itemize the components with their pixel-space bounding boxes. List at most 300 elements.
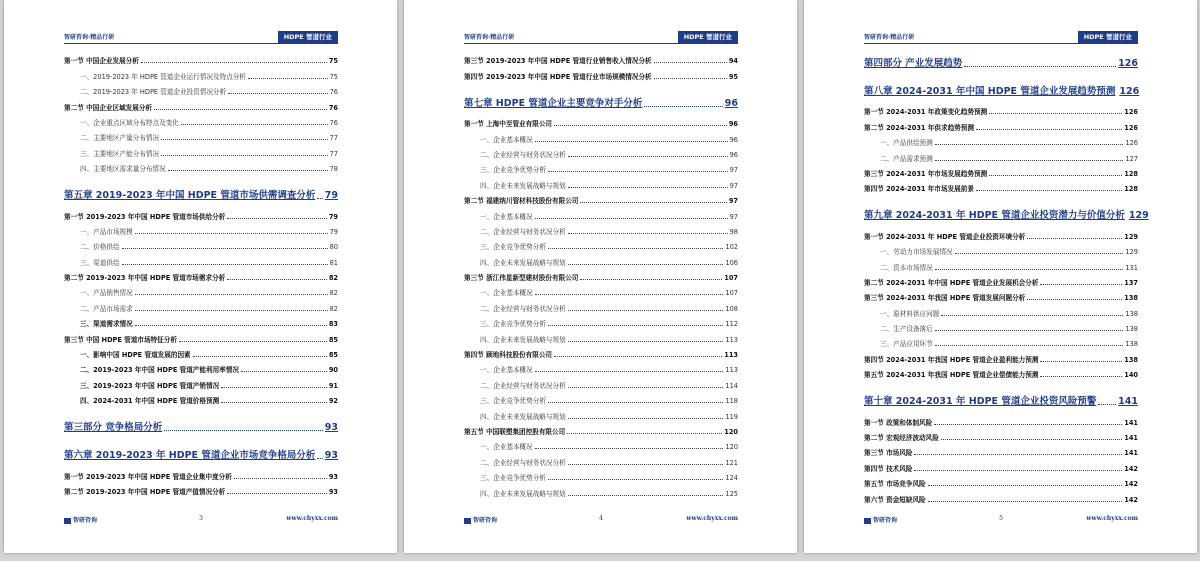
toc-chapter-entry[interactable] (64, 182, 338, 201)
page-header (64, 29, 338, 44)
toc-dot-leader (548, 171, 728, 172)
toc-dot-leader (976, 190, 1122, 191)
toc-dot-leader (568, 418, 724, 419)
toc-entry-title: 四、2024-2031 年中国 HDPE 管道价格预测 (80, 397, 220, 406)
toc-dot-leader (227, 218, 327, 219)
toc-subsection-entry[interactable] (64, 282, 338, 297)
toc-entry-page-number: 93 (328, 472, 338, 481)
toc-dot-leader (580, 279, 722, 280)
toc-dot-leader (568, 233, 728, 234)
toc-entry-title: 一、企业基本概况 (480, 443, 533, 452)
toc-dot-leader (164, 430, 322, 431)
toc-dot-leader (535, 141, 728, 142)
toc-dot-leader (135, 325, 327, 326)
toc-entry-page-number: 126 (1125, 139, 1138, 148)
toc-dot-leader (941, 439, 1122, 440)
toc-entry-page-number: 79 (324, 190, 338, 202)
toc-section-entry[interactable] (864, 457, 1138, 472)
toc-entry-page-number: 94 (728, 57, 738, 66)
toc-section-entry[interactable] (464, 344, 738, 359)
table-of-contents (64, 50, 338, 496)
toc-entry-title: 二、企业经营与财务状况分析 (480, 458, 566, 467)
logo-mark-icon (464, 518, 471, 524)
toc-subsection-entry[interactable] (464, 328, 738, 343)
toc-entry-page-number: 107 (724, 274, 738, 283)
toc-entry-page-number: 113 (725, 335, 738, 344)
toc-dot-leader (179, 341, 327, 342)
toc-entry-page-number: 75 (328, 57, 338, 66)
toc-entry-page-number: 80 (329, 243, 338, 252)
toc-dot-leader (135, 310, 328, 311)
toc-dot-leader (227, 279, 327, 280)
toc-chapter-entry[interactable] (864, 388, 1138, 407)
toc-subsection-entry[interactable] (464, 297, 738, 312)
toc-entry-page-number: 138 (1124, 355, 1138, 364)
toc-entry-page-number: 96 (729, 150, 738, 159)
toc-dot-leader (935, 345, 1124, 346)
toc-section-entry[interactable] (864, 116, 1138, 131)
toc-entry-page-number: 121 (725, 458, 738, 467)
toc-entry-page-number: 97 (729, 181, 738, 190)
toc-entry-page-number: 141 (1124, 449, 1138, 458)
toc-dot-leader (914, 454, 1122, 455)
footer-logo-text: 智研咨询 (73, 517, 98, 524)
toc-subsection-entry[interactable] (464, 128, 738, 143)
toc-entry-title: 二、2019-2023 年中国 HDPE 管道产能利用率情况 (80, 366, 239, 375)
toc-chapter-entry[interactable] (864, 202, 1149, 222)
toc-dot-leader (161, 155, 327, 156)
toc-subsection-entry[interactable] (64, 65, 338, 80)
toc-subsection-entry[interactable] (464, 359, 738, 374)
toc-dot-leader (654, 78, 727, 79)
toc-entry-page-number: 96 (724, 97, 738, 109)
toc-dot-leader (989, 175, 1122, 176)
toc-entry-title: 第二节 2024-2031 年中国 HDPE 管道企业发展机会分析 (864, 278, 1039, 287)
toc-chapter-entry[interactable] (64, 414, 338, 433)
toc-entry-page-number: 78 (329, 165, 338, 174)
toc-entry-page-number: 92 (328, 397, 338, 406)
toc-dot-leader (535, 371, 724, 372)
toc-dot-leader (964, 66, 1116, 67)
toc-entry-title: 第二节 2024-2031 年供求趋势预测 (864, 123, 974, 132)
footer-logo (464, 515, 497, 524)
header-brand: 智研咨询·精品行研 (64, 34, 115, 41)
header-industry-tag: HDPE 管道行业 (678, 31, 738, 43)
toc-entry-title: 第四节 顾地科技股份有限公司 (464, 351, 553, 360)
toc-section-entry[interactable] (64, 267, 338, 282)
toc-dot-leader (580, 202, 726, 203)
toc-entry-title: 第六节 资金短缺风险 (864, 495, 926, 504)
toc-entry-page-number: 141 (1118, 396, 1138, 408)
toc-entry-page-number: 141 (1124, 418, 1138, 427)
toc-entry-title: 第一节 2024-2031 年政策变化趋势预测 (864, 108, 988, 117)
toc-entry-title: 第三节 2024-2031 年市场发展趋势预测 (864, 169, 988, 178)
toc-subsection-entry[interactable] (64, 127, 338, 142)
toc-dot-leader (654, 62, 727, 63)
toc-entry-page-number: 85 (328, 351, 338, 360)
toc-entry-title: 第二节 中国企业区域发展分析 (64, 103, 153, 112)
toc-entry-title: 四、企业未来发展战略与规划 (480, 489, 566, 498)
toc-subsection-entry[interactable] (64, 344, 338, 359)
toc-section-entry[interactable] (864, 101, 1138, 116)
toc-subsection-entry[interactable] (464, 251, 738, 266)
header-industry-tag: HDPE 管道行业 (278, 31, 338, 43)
toc-section-entry[interactable] (64, 50, 338, 65)
toc-entry-page-number: 126 (1118, 58, 1138, 69)
footer-url[interactable]: www.chyxx.com (1086, 515, 1138, 522)
document-page-3 (4, 0, 397, 553)
toc-entry-title: 三、企业竞争优势分析 (480, 474, 546, 483)
toc-entry-title: 第三节 浙江伟星新型建材股份有限公司 (464, 274, 579, 283)
toc-subsection-entry[interactable] (64, 297, 338, 312)
toc-entry-page-number: 90 (328, 366, 338, 375)
toc-section-entry[interactable] (64, 205, 338, 220)
toc-entry-title: 三、主要地区产能分布情况 (80, 149, 160, 158)
toc-entry-title: 二、企业经营与财务状况分析 (480, 150, 566, 159)
document-page-4 (404, 0, 797, 553)
toc-dot-leader (317, 198, 322, 199)
toc-subsection-entry[interactable] (464, 436, 738, 451)
toc-subsection-entry[interactable] (64, 359, 338, 374)
toc-entry-title: 四、企业未来发展战略与规划 (480, 258, 566, 267)
toc-section-entry[interactable] (64, 481, 338, 496)
toc-dot-leader (135, 233, 328, 234)
toc-chapter-entry[interactable] (64, 442, 338, 461)
toc-section-entry[interactable] (464, 190, 738, 205)
toc-dot-leader (554, 125, 727, 126)
toc-entry-title: 三、渠道需求情况 (80, 320, 133, 329)
toc-entry-page-number: 76 (329, 88, 338, 97)
toc-entry-title: 第三节 2019-2023 年中国 HDPE 管道行业销售收入情况分析 (464, 57, 652, 66)
toc-section-entry[interactable] (864, 163, 1138, 178)
toc-section-entry[interactable] (464, 113, 738, 128)
toc-dot-leader (568, 341, 724, 342)
toc-entry-title: 二、企业经营与财务状况分析 (480, 227, 566, 236)
page-header (864, 29, 1138, 44)
toc-subsection-entry[interactable] (464, 313, 738, 328)
toc-section-entry[interactable] (864, 473, 1138, 488)
toc-dot-leader (1040, 361, 1122, 362)
toc-entry-title: 第一节 上海中至管业有限公司 (464, 120, 553, 129)
toc-entry-title: 第十章 2024-2031 年 HDPE 管道企业投资风险预警 (864, 396, 1097, 408)
toc-entry-title: 第四节 2024-2031 年我国 HDPE 管道企业盈利能力预测 (864, 355, 1039, 364)
toc-entry-title: 四、企业未来发展战略与规划 (480, 181, 566, 190)
toc-entry-title: 三、企业竞争优势分析 (480, 320, 546, 329)
toc-section-entry[interactable] (864, 411, 1138, 426)
toc-entry-page-number: 112 (725, 320, 738, 329)
toc-subsection-entry[interactable] (64, 374, 338, 389)
toc-dot-leader (122, 248, 328, 249)
toc-entry-page-number: 128 (1124, 169, 1138, 178)
toc-subsection-entry[interactable] (64, 81, 338, 96)
footer-logo-text: 智研咨询 (473, 517, 498, 524)
toc-dot-leader (535, 448, 724, 449)
toc-subsection-entry[interactable] (864, 147, 1138, 162)
page-footer (464, 515, 738, 527)
toc-subsection-entry[interactable] (464, 205, 738, 220)
toc-entry-page-number: 137 (1124, 278, 1138, 287)
toc-section-entry[interactable] (864, 178, 1138, 193)
toc-entry-page-number: 76 (328, 103, 338, 112)
toc-section-entry[interactable] (864, 427, 1138, 442)
toc-dot-leader (568, 387, 724, 388)
toc-chapter-entry[interactable] (864, 50, 1138, 69)
toc-entry-title: 一、企业基本概况 (480, 366, 533, 375)
toc-dot-leader (568, 464, 724, 465)
page-number: 5 (999, 515, 1003, 522)
toc-entry-title: 一、企业重点区域分布特点及变化 (80, 118, 179, 127)
toc-dot-leader (568, 156, 728, 157)
toc-section-entry[interactable] (464, 267, 738, 282)
toc-entry-page-number: 91 (328, 381, 338, 390)
toc-entry-page-number: 97 (729, 212, 738, 221)
toc-dot-leader (941, 315, 1123, 316)
toc-dot-leader (1027, 299, 1122, 300)
toc-entry-page-number: 126 (1124, 108, 1138, 117)
toc-subsection-entry[interactable] (864, 302, 1138, 317)
toc-subsection-entry[interactable] (464, 174, 738, 189)
toc-subsection-entry[interactable] (64, 221, 338, 236)
toc-entry-title: 二、企业经营与财务状况分析 (480, 381, 566, 390)
toc-dot-leader (548, 479, 723, 480)
toc-dot-leader (934, 424, 1122, 425)
toc-subsection-entry[interactable] (64, 251, 338, 266)
toc-subsection-entry[interactable] (464, 282, 738, 297)
toc-entry-page-number: 131 (1125, 263, 1138, 272)
toc-entry-page-number: 125 (725, 489, 738, 498)
toc-subsection-entry[interactable] (464, 236, 738, 251)
toc-subsection-entry[interactable] (64, 313, 338, 328)
toc-dot-leader (568, 495, 724, 496)
toc-entry-page-number: 138 (1125, 309, 1138, 318)
toc-entry-title: 第三节 市场风险 (864, 449, 913, 458)
toc-subsection-entry[interactable] (864, 132, 1138, 147)
toc-entry-page-number: 129 (1125, 248, 1138, 257)
toc-entry-page-number: 140 (1124, 371, 1138, 380)
toc-dot-leader (928, 485, 1123, 486)
toc-section-entry[interactable] (864, 364, 1138, 379)
toc-dot-leader (535, 218, 728, 219)
toc-entry-page-number: 120 (725, 443, 738, 452)
toc-entry-title: 三、企业竞争优势分析 (480, 166, 546, 175)
toc-entry-title: 一、原材料供应问题 (880, 309, 940, 318)
toc-dot-leader (976, 129, 1122, 130)
toc-entry-title: 第五节 市场竞争风险 (864, 480, 926, 489)
toc-entry-title: 二、主要地区产量分布情况 (80, 134, 160, 143)
toc-entry-title: 一、企业基本概况 (480, 135, 533, 144)
toc-subsection-entry[interactable] (64, 236, 338, 251)
toc-dot-leader (221, 402, 327, 403)
toc-entry-title: 第四部分 产业发展趋势 (864, 58, 963, 69)
toc-entry-page-number: 93 (328, 487, 338, 496)
toc-section-entry[interactable] (464, 65, 738, 80)
toc-entry-title: 一、产品市场规模 (80, 227, 133, 236)
toc-entry-page-number: 138 (1124, 294, 1138, 303)
toc-dot-leader (535, 294, 724, 295)
toc-entry-page-number: 141 (1124, 434, 1138, 443)
toc-entry-page-number: 113 (725, 366, 738, 375)
toc-entry-title: 一、企业基本概况 (480, 289, 533, 298)
toc-dot-leader (193, 356, 327, 357)
toc-entry-page-number: 93 (324, 422, 338, 434)
toc-entry-page-number: 82 (329, 289, 338, 298)
toc-subsection-entry[interactable] (464, 451, 738, 466)
toc-entry-title: 三、产品应用环节 (880, 340, 933, 349)
toc-entry-page-number: 102 (725, 243, 738, 252)
toc-section-entry[interactable] (864, 442, 1138, 457)
toc-entry-title: 四、企业未来发展战略与规划 (480, 335, 566, 344)
toc-subsection-entry[interactable] (64, 112, 338, 127)
toc-subsection-entry[interactable] (464, 405, 738, 420)
toc-subsection-entry[interactable] (864, 333, 1138, 348)
toc-dot-leader (228, 93, 327, 94)
toc-dot-leader (1040, 376, 1122, 377)
toc-entry-title: 二、产品市场需求 (80, 304, 133, 313)
toc-entry-page-number: 107 (725, 289, 738, 298)
toc-entry-title: 第二节 宏观经济波动风险 (864, 434, 939, 443)
toc-entry-page-number: 77 (329, 149, 338, 158)
toc-dot-leader (168, 170, 328, 171)
toc-section-entry[interactable] (864, 488, 1138, 503)
toc-entry-title: 第一节 2019-2023 年中国 HDPE 管道市场供给分析 (64, 212, 226, 221)
toc-section-entry[interactable] (864, 348, 1138, 363)
toc-entry-title: 三、企业竞争优势分析 (480, 243, 546, 252)
toc-entry-title: 第五节 中国联塑集团控股有限公司 (464, 427, 566, 436)
toc-entry-title: 二、产品需求预测 (880, 154, 933, 163)
toc-dot-leader (234, 478, 327, 479)
toc-subsection-entry[interactable] (64, 142, 338, 157)
toc-subsection-entry[interactable] (464, 467, 738, 482)
toc-section-entry[interactable] (64, 96, 338, 111)
toc-section-entry[interactable] (64, 328, 338, 343)
toc-section-entry[interactable] (864, 287, 1138, 302)
toc-entry-page-number: 138 (1125, 325, 1138, 334)
toc-dot-leader (554, 356, 722, 357)
toc-dot-leader (248, 78, 328, 79)
toc-entry-page-number: 142 (1124, 464, 1138, 473)
toc-entry-page-number: 119 (725, 412, 738, 421)
toc-dot-leader (548, 402, 723, 403)
toc-entry-page-number: 76 (329, 118, 338, 127)
toc-section-entry[interactable] (64, 465, 338, 480)
toc-entry-page-number: 93 (324, 450, 338, 462)
toc-entry-title: 第二节 福建纳川管材科技股份有限公司 (464, 197, 579, 206)
toc-entry-page-number: 129 (1124, 232, 1138, 241)
toc-entry-page-number: 79 (329, 227, 338, 236)
toc-entry-page-number: 129 (1128, 210, 1149, 222)
page-header (464, 29, 738, 44)
toc-dot-leader (548, 325, 723, 326)
toc-subsection-entry[interactable] (864, 256, 1138, 271)
toc-dot-leader (317, 458, 322, 459)
footer-logo-text: 智研咨询 (873, 517, 898, 524)
toc-chapter-entry[interactable] (464, 90, 738, 109)
toc-entry-page-number: 97 (728, 197, 738, 206)
toc-entry-title: 第七章 HDPE 管道企业主要竞争对手分析 (464, 97, 643, 109)
footer-url[interactable]: www.chyxx.com (686, 515, 738, 522)
header-brand: 智研咨询·精品行研 (464, 34, 515, 41)
logo-mark-icon (64, 518, 71, 524)
toc-dot-leader (548, 248, 723, 249)
toc-entry-page-number: 79 (328, 212, 338, 221)
toc-dot-leader (644, 106, 722, 107)
toc-subsection-entry[interactable] (464, 144, 738, 159)
toc-entry-title: 第二节 2019-2023 年中国 HDPE 管道市场需求分析 (64, 274, 226, 283)
toc-section-entry[interactable] (464, 421, 738, 436)
page-number: 3 (199, 515, 203, 522)
toc-entry-page-number: 81 (329, 258, 338, 267)
toc-entry-page-number: 108 (725, 304, 738, 313)
toc-entry-title: 第一节 2024-2031 年 HDPE 管道企业投资环境分析 (864, 232, 1026, 241)
page-footer (864, 515, 1138, 527)
toc-dot-leader (928, 501, 1123, 502)
toc-entry-title: 二、价格供给 (80, 243, 120, 252)
toc-dot-leader (1027, 238, 1122, 239)
toc-entry-title: 第四节 2019-2023 年中国 HDPE 管道行业市场规模情况分析 (464, 72, 652, 81)
header-brand: 智研咨询·精品行研 (864, 34, 915, 41)
toc-entry-page-number: 120 (724, 427, 738, 436)
toc-entry-title: 四、主要地区需求量分布情况 (80, 165, 166, 174)
toc-entry-title: 一、产品销售情况 (80, 289, 133, 298)
toc-entry-page-number: 128 (1124, 185, 1138, 194)
toc-subsection-entry[interactable] (864, 241, 1138, 256)
toc-entry-title: 二、2019-2023 年 HDPE 管道企业投资情况分析 (80, 88, 227, 97)
toc-entry-title: 一、2019-2023 年 HDPE 管道企业运行情况及特点分析 (80, 72, 246, 81)
toc-subsection-entry[interactable] (464, 159, 738, 174)
toc-dot-leader (935, 269, 1124, 270)
toc-dot-leader (989, 113, 1122, 114)
toc-dot-leader (935, 330, 1124, 331)
toc-section-entry[interactable] (464, 50, 738, 65)
toc-dot-leader (568, 310, 724, 311)
toc-entry-page-number: 106 (725, 258, 738, 267)
page-footer (64, 515, 338, 527)
toc-dot-leader (955, 253, 1124, 254)
toc-subsection-entry[interactable] (464, 390, 738, 405)
toc-subsection-entry[interactable] (64, 158, 338, 173)
toc-chapter-entry[interactable] (864, 78, 1138, 97)
toc-entry-title: 三、2019-2023 年中国 HDPE 管道产销情况 (80, 381, 220, 390)
toc-entry-title: 一、企业基本概况 (480, 212, 533, 221)
toc-entry-title: 第八章 2024-2031 年中国 HDPE 管道企业发展趋势预测 (864, 86, 1116, 97)
toc-section-entry[interactable] (864, 225, 1138, 240)
toc-dot-leader (567, 433, 722, 434)
toc-entry-page-number: 127 (1125, 154, 1138, 163)
toc-section-entry[interactable] (864, 272, 1138, 287)
toc-subsection-entry[interactable] (464, 221, 738, 236)
toc-entry-title: 第三节 中国 HDPE 管道市场特征分析 (64, 335, 177, 344)
document-page-5 (804, 0, 1197, 553)
toc-entry-title: 二、生产设备落后 (880, 325, 933, 334)
toc-dot-leader (568, 187, 728, 188)
toc-entry-title: 第五节 2024-2031 年我国 HDPE 管道企业偿债能力预测 (864, 371, 1039, 380)
toc-entry-title: 第五章 2019-2023 年中国 HDPE 管道市场供需调查分析 (64, 190, 316, 202)
toc-entry-page-number: 75 (329, 72, 338, 81)
footer-logo (64, 515, 97, 524)
toc-entry-title: 第一节 2019-2023 年中国 HDPE 管道企业集中度分析 (64, 472, 232, 481)
toc-subsection-entry[interactable] (464, 374, 738, 389)
table-of-contents (464, 50, 738, 498)
toc-entry-title: 二、资本市场情况 (880, 263, 933, 272)
toc-subsection-entry[interactable] (864, 318, 1138, 333)
footer-url[interactable]: www.chyxx.com (286, 515, 338, 522)
toc-subsection-entry[interactable] (64, 390, 338, 405)
toc-entry-page-number: 113 (724, 351, 738, 360)
toc-subsection-entry[interactable] (464, 482, 738, 497)
toc-dot-leader (141, 62, 327, 63)
toc-entry-page-number: 142 (1124, 495, 1138, 504)
toc-dot-leader (227, 493, 327, 494)
